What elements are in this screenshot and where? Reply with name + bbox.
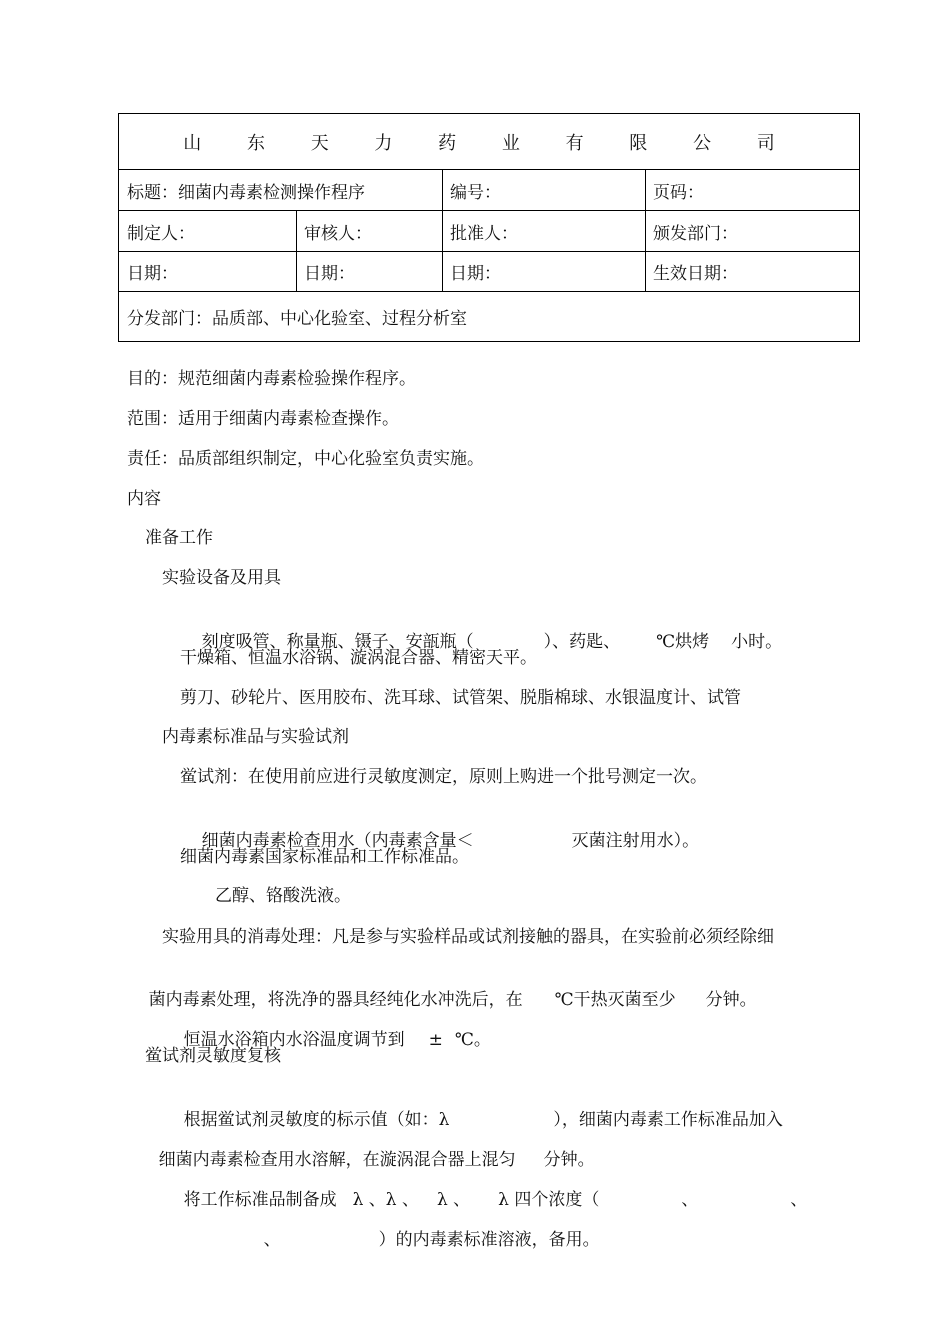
date3-cell: 日期： [450,264,501,284]
sensitivity-heading: 鲎试剂灵敏度复核 [145,1046,281,1066]
sens3-text-e: 、 [681,1190,699,1210]
sens1-text-a: 根据鲎试剂灵敏度的标示值（如：λ [183,1110,450,1130]
date1-cell: 日期： [127,264,178,284]
reagent-line-3: 细菌内毒素国家标准品和工作标准品。 [180,847,469,867]
purpose-text: 目的：规范细菌内毒素检验操作程序。 [127,369,416,389]
effective-date-cell: 生效日期： [653,264,738,284]
header-row-dates [119,252,859,292]
page-cell: 页码： [653,182,704,203]
disinfect-text-c: 分钟。 [705,990,757,1010]
reagent-line-1: 鲎试剂：在使用前应进行灵敏度测定，原则上购进一个批号测定一次。 [180,767,707,787]
sens3-text-f: 、 [790,1190,808,1210]
sens3-text-a: 将工作标准品制备成 [183,1190,337,1210]
sens1-text-b: ），细菌内毒素工作标准品加入 [553,1110,783,1130]
equip-text-d: 小时。 [731,632,783,652]
distribution-cell: 分发部门：品质部、中心化验室、过程分析室 [127,309,467,329]
equip-text-a: 刻度吸管、称量瓶、镊子、安瓿瓶（ [201,632,474,652]
disinfect-line-1: 实验用具的消毒处理：凡是参与实验样品或试剂接触的器具，在实验前必须经除细 [162,927,774,947]
responsibility-text: 责任：品质部组织制定，中心化验室负责实施。 [127,449,484,469]
equipment-line-3: 剪刀、砂轮片、医用胶布、洗耳球、试管架、脱脂棉球、水银温度计、试管 [180,688,741,708]
waterbath-text-c: ℃。 [454,1030,491,1050]
reagent2-text-a: 细菌内毒素检查用水（内毒素含量＜ [201,831,474,851]
equip-text-b: ）、药匙、 [543,632,621,652]
equipment-line-2: 干燥箱、恒温水浴锅、漩涡混合器、精密天平。 [180,648,537,668]
prep-heading: 准备工作 [145,528,213,548]
company-name: 山 东 天 力 药 业 有 限 公 司 [183,133,795,154]
equip-text-c: ℃烘烤 [656,632,710,652]
sens3-text-d: λ 四个浓度（ [498,1190,600,1210]
content-heading: 内容 [127,489,161,509]
date2-cell: 日期： [304,264,355,284]
sens4-text-a: 、 [263,1230,281,1250]
reviewer-cell: 审核人： [304,223,372,244]
waterbath-text-a: 恒温水浴箱内水浴温度调节到 [183,1030,405,1050]
waterbath-text-b: ± [428,1030,443,1050]
disinfect-text-b: ℃干热灭菌至少 [554,990,676,1010]
author-cell: 制定人： [127,223,195,244]
sens2-text-b: 分钟。 [543,1150,595,1170]
sensitivity-line-4 [242,1204,600,1276]
sens2-text-a: 细菌内毒素检查用水溶解，在漩涡混合器上混匀 [158,1150,516,1170]
reagent-heading: 内毒素标准品与实验试剂 [162,727,349,747]
sens4-text-b: ）的内毒素标准溶液，备用。 [378,1230,600,1250]
equipment-heading: 实验设备及用具 [162,568,281,588]
issuer-cell: 颁发部门： [653,223,738,244]
header-row-people [119,211,859,252]
sens3-text-b: λ 、λ 、 [352,1190,419,1210]
approver-cell: 批准人： [450,223,518,244]
title-cell: 标题：细菌内毒素检测操作程序 [127,182,365,203]
header-row-distribution [119,292,859,341]
header-table [118,113,860,342]
reagent-line-4: 乙醇、铬酸洗液。 [215,886,351,906]
number-cell: 编号： [450,182,501,203]
reagent2-text-b: 灭菌注射用水）。 [571,831,700,851]
header-row-company [119,114,859,170]
sens3-text-c: λ 、 [436,1190,471,1210]
scope-text: 范围：适用于细菌内毒素检查操作。 [127,409,399,429]
disinfect-text-a: 菌内毒素处理，将洗净的器具经纯化水冲洗后，在 [148,990,523,1010]
header-row-title [119,170,859,211]
